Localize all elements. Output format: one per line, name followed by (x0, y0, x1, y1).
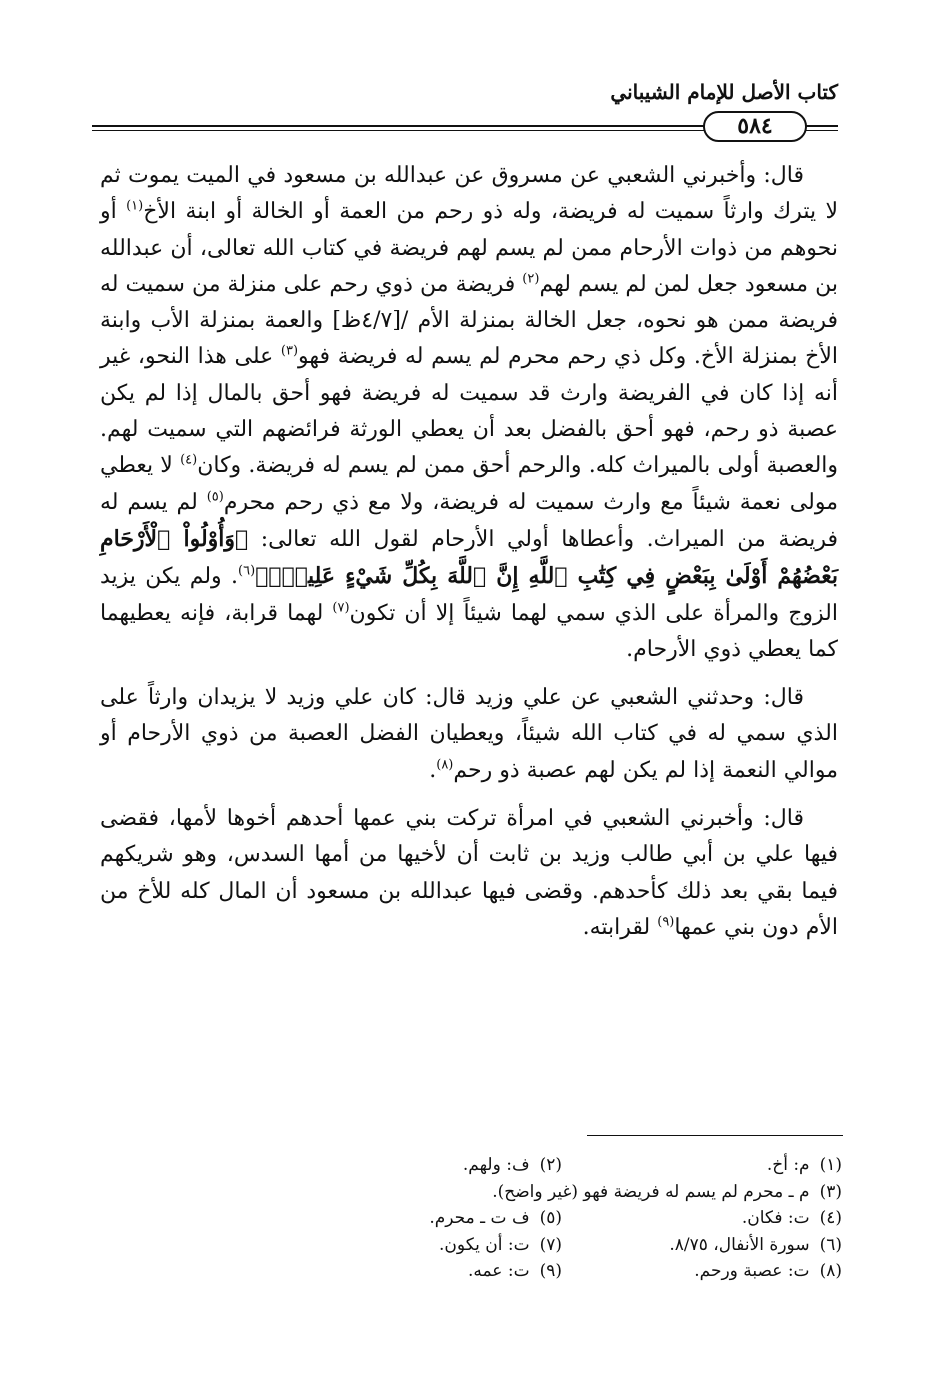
footnote-item (562, 1205, 842, 1231)
footnote-row (282, 1205, 842, 1232)
footnote-row (282, 1232, 842, 1259)
footnote-mark: (٦) (819, 1234, 842, 1255)
page-number: ٥٨٤ (703, 111, 807, 142)
footnote-mark: (٣) (819, 1181, 842, 1202)
footnote-text: ت: فكان. (741, 1208, 810, 1229)
footnote-mark: (٥) (539, 1208, 562, 1229)
footnote-ref: (٧) (332, 600, 350, 616)
footnote-item (562, 1258, 842, 1284)
running-title: كتاب الأصل للإمام الشيباني (610, 80, 838, 104)
main-text (100, 158, 838, 946)
text-run: أو نحوهم من ذوات الأرحام ممن لم يسم لهم فريضة في كتاب الله تعالى، أن عبدالله بن مسعود جعل لمن لم يسم لهم (100, 199, 839, 297)
footnote-mark: (٧) (539, 1234, 562, 1255)
footnote-text: ف: ولهم. (462, 1155, 530, 1175)
footnote-item (282, 1258, 562, 1284)
footnote-item (282, 1179, 842, 1205)
footnote-mark: (٤) (819, 1208, 842, 1229)
footnote-mark: (٩) (539, 1261, 562, 1282)
text-run: لم يسم له فريضة من الميراث. وأعطاها أولي الأرحام لقول الله تعالى: (100, 489, 838, 552)
text-run: لهما قرابة، فإنه يعطيهما كما يعطي ذوي الأرحام. (100, 600, 838, 662)
text-run: لا يعطي مولى نعمة شيئاً مع وارث سميت له فريضة، ولا مع ذي رحم محرم (100, 453, 838, 515)
text-run: . ولم يكن يزيد الزوج والمرأة على الذي سمي لهما شيئاً إلا أن تكون (100, 564, 838, 626)
footnote-text: سورة الأنفال، ٨/٧٥. (669, 1234, 810, 1255)
footnote-ref: (٤) (180, 453, 198, 469)
footnote-ref: (١) (126, 198, 144, 214)
footnote-ref: (٦) (238, 563, 256, 579)
paragraph-2 (100, 680, 838, 789)
text-run: لقرابته. (582, 914, 658, 940)
footnotes (282, 1152, 842, 1285)
footnote-ref: (٥) (206, 489, 224, 505)
paragraph-3 (100, 801, 838, 946)
text-run: فريضة من ذوي رحم على منزلة من سميت له فريضة ممن هو نحوه، جعل الخالة بمنزلة الأم /[٤/٧ظ] والعمة بمنزلة الأب وابنة الأخ بمنزلة الأخ. وكل ذي رحم محرم لم يسم له فريضة فهو (100, 271, 838, 370)
footnote-mark: (٢) (539, 1155, 562, 1175)
text-run: قال: وحدثني الشعبي عن علي وزيد قال: كان علي وزيد لا يزيدان وارثاً على الذي سمي له في كتاب الله شيئاً، ويعطيان الفضل العصبة من ذوي الأرحام أو موالي النعمة إذا لم يكن لهم عصبة ذو رحم (100, 685, 838, 783)
footnote-ref: (٩) (657, 914, 675, 930)
footnote-text: ت: عصبة ورحم. (694, 1261, 810, 1282)
footnote-text: ف ت ـ محرم. (429, 1208, 530, 1229)
footnote-text: ت: عمه. (467, 1261, 530, 1282)
footnote-ref: (٢) (522, 271, 540, 287)
footnote-ref: (٨) (436, 757, 454, 773)
footnote-item (282, 1232, 562, 1258)
footnote-row (282, 1258, 842, 1285)
text-run: قال: وأخبرني الشعبي عن مسروق عن عبدالله بن مسعود في الميت يموت ثم لا يترك وارثاً سميت له فريضة، وله ذو رحم من العمة أو الخالة أو ابنة الأخ (100, 163, 838, 225)
footnote-text: م: أخ. (766, 1155, 810, 1175)
quran-verse: ﴿وَأُوْلُواْ ٱلْأَرْحَامِ بَعْضُهُمْ أَوْلَىٰ بِبَعْضٍ فِي كِتَٰبِ ٱللَّهِ إِنَّ ٱللَّهَ بِكُلِّ شَيْءٍ عَلِيمُۢ﴾ (100, 525, 838, 590)
paragraph-1 (100, 158, 838, 668)
footnote-row (282, 1152, 842, 1179)
footnote-mark: (٨) (819, 1261, 842, 1282)
footnote-ref: (٣) (280, 344, 299, 360)
footnote-separator (587, 1135, 843, 1136)
footnote-item (562, 1152, 842, 1178)
footnote-text: م ـ محرم لم يسم له فريضة فهو (غير واضح). (492, 1181, 810, 1202)
text-run: . (429, 757, 437, 783)
text-run: على هذا النحو، غير أنه إذا كان في الفريضة وارث قد سميت له فريضة فهو أحق بالمال إذا لم يكن عصبة ذو رحم، فهو أحق بالفضل بعد أن يعطي الورثة فرائضهم التي سميت لهم. والعصبة أولى بالميراث كله. والرحم أحق ممن لم يسم له فريضة. وكان (100, 344, 839, 479)
footnote-text: ت: أن يكون. (439, 1234, 530, 1255)
footnote-item (282, 1152, 562, 1178)
footnote-item (282, 1205, 562, 1231)
text-run: قال: وأخبرني الشعبي في امرأة تركت بني عمها أحدهم أخوها لأمها، فقضى فيها علي بن أبي طالب وزيد بن ثابت أن لأخيها من أمها السدس، وهو شريكهم فيما بقي بعد ذلك كأحدهم. وقضى فيها عبدالله بن مسعود أن المال كله للأخ من الأم دون بني عمها (100, 806, 838, 940)
footnote-row (282, 1179, 842, 1206)
footnote-mark: (١) (819, 1155, 842, 1175)
footnote-item (562, 1232, 842, 1258)
